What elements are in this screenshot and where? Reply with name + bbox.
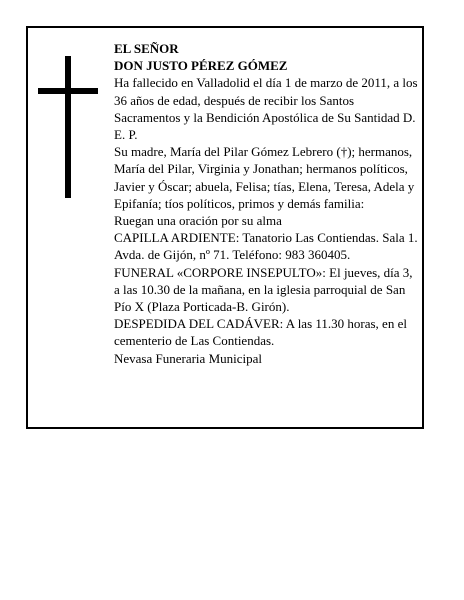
funeral-info: FUNERAL «CORPORE INSEPULTO»: El jueves, día 3, a las 10.30 de la mañana, en la iglesia parroquial de San Pío X (Plaza Porticada-B. Girón). — [114, 264, 413, 315]
prayer-request: Ruegan una oración por su alma — [114, 213, 282, 229]
deceased-name: DON JUSTO PÉREZ GÓMEZ — [114, 58, 288, 74]
announcement-paragraph: Ha fallecido en Valladolid el día 1 de marzo de 2011, a los 36 años de edad, después de recibir los Santos Sacramentos y la Bendición Apostólica de Su Santidad D. E. P. — [114, 75, 418, 143]
chapel-info: CAPILLA ARDIENTE: Tanatorio Las Contiendas. Sala 1. Avda. de Gijón, nº 71. Teléfono: 983 360405. — [114, 230, 418, 263]
cross-icon — [38, 56, 98, 198]
title-line-1: EL SEÑOR — [114, 41, 179, 56]
cross-vertical-bar — [65, 56, 71, 198]
obituary-notice — [26, 26, 424, 429]
funeral-home: Nevasa Funeraria Municipal — [114, 350, 263, 366]
farewell-info: DESPEDIDA DEL CADÁVER: A las 11.30 horas, en el cementerio de Las Contiendas. — [114, 316, 407, 349]
notice-text — [114, 40, 419, 367]
cross-horizontal-bar — [38, 88, 98, 94]
family-paragraph: Su madre, María del Pilar Gómez Lebrero (†); hermanos, María del Pilar, Virginia y Jonathan; hermanos políticos, Javier y Óscar; abuela, Felisa; tías, Elena, Teresa, Adela y Epifanía; tíos políticos, primos y demás familia: — [114, 144, 415, 211]
